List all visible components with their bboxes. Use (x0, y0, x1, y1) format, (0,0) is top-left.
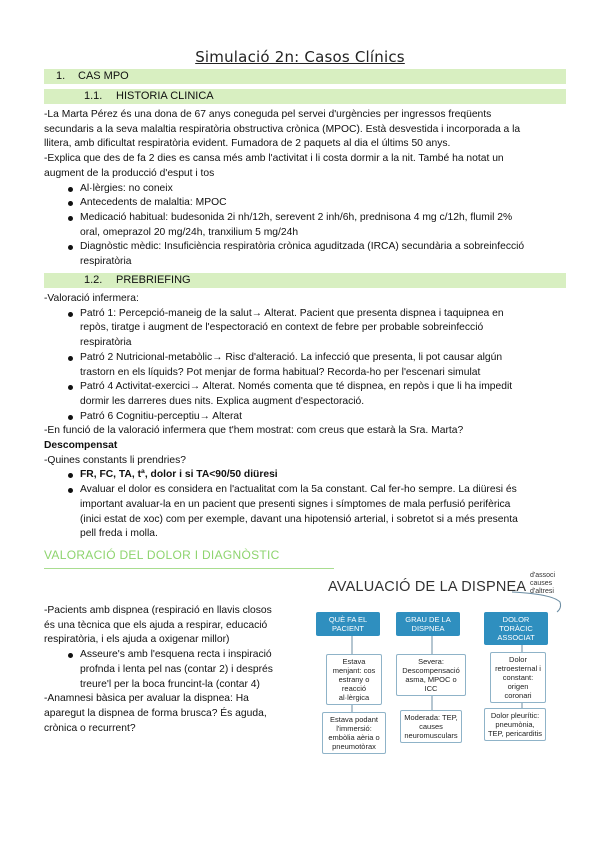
diagram-box-retrosternal: Dolor retroesternal i constant: origen coronari (490, 652, 546, 703)
diagram-note: d'associ causes d'altresi (530, 572, 556, 595)
text-line: Avaluar el dolor es considera en l'actualitat com la 5a constant. Cal fer-ho sempre. La diüresi és (80, 484, 517, 496)
diagram-box-diving: Estava podant l'immersió: embòlia aèria o pneumotòrax (322, 712, 386, 754)
text-line: -Valoració infermera: (44, 293, 139, 304)
list-item (62, 211, 564, 240)
section-number: 1.2. (84, 274, 103, 286)
text-line: treure'l per la boca fruncint-la (contar 4) (80, 678, 260, 690)
text-line: profnda i lenta pel nas (contar 2) i després (80, 663, 273, 675)
section-number: 1.1. (84, 90, 103, 102)
diagram-header-patient: QUÈ FA EL PACIENT (316, 612, 380, 636)
list-item (62, 468, 564, 483)
heading-divider (44, 568, 334, 569)
diagram-box-pleuritic: Dolor pleurític: pneumònia, TEP, pericarditis (484, 708, 546, 741)
text-line: respiratòria (80, 337, 132, 349)
text-line: Medicació habitual: budesonida 2i nh/12h, serevent 2 inh/6h, prednisona 4 mg c/12h, flumil 2% (80, 211, 513, 223)
list-item (62, 483, 564, 542)
dyspnea-section (44, 604, 306, 736)
history-list (62, 182, 564, 270)
prebriefing-list (62, 307, 564, 425)
dyspnea-diagram (312, 572, 570, 756)
text-line: llitera, amb dificultat respiratòria evident. Fumadora de 2 paquets al dia el últims 50 anys. (44, 138, 451, 150)
text-line: respiratòria (80, 256, 132, 268)
text-line: Patró 4 Activitat-exercici→ Alterat. Només comenta que té dispnea, en repòs i que li ha impedit (80, 381, 513, 393)
text-line: -En funció de la valoració infermera que t'hem mostrat: com creus que estarà la Sra. Marta? (44, 425, 464, 437)
text-line: pell freda i molla. (80, 528, 158, 540)
diagram-header-grade: GRAU DE LA DISPNEA (396, 612, 460, 636)
text-line: trastorn en els líquids? Pot menjar de forma habitual? Recorda-ho per l'escenari simulat (80, 366, 481, 378)
diagram-title: AVALUACIÓ DE LA DISPNEA (328, 579, 527, 595)
text-line: respiratòria, i els ajuda a oxigenar millor) (44, 634, 230, 646)
text-line: crònica o recurrent? (44, 722, 136, 734)
list-item (62, 380, 564, 409)
section-label: HISTORIA CLINICA (116, 90, 214, 102)
text-line: important avaluar-la en un pacient que presenti signes i símptomes de mala perfusió perifèrica (80, 498, 511, 510)
history-section (44, 108, 564, 270)
text-line: Patró 1: Percepció-maneig de la salut→ Alterat. Pacient que presenta dispnea i taquipnea en (80, 307, 504, 319)
history-paragraph-1 (44, 108, 564, 152)
section-bar-1-2 (44, 273, 566, 288)
section-label: PREBRIEFING (116, 274, 191, 286)
list-item (62, 648, 306, 692)
text-line: oral, omeprazol 20 mg/24h, tranxilium 5 mg/24h (80, 226, 299, 238)
text-line: Patró 6 Cognitiu-perceptiu→ Alterat (80, 410, 242, 422)
list-item (62, 240, 564, 269)
text-line: Diagnòstic mèdic: Insuficiència respiratòria crònica aguditzada (IRCA) secundària a sobreinfecció (80, 241, 525, 253)
text-line: -Anamnesi bàsica per avaluar la dispnea: Ha (44, 693, 249, 705)
section-label: CAS MPO (78, 70, 129, 82)
list-item (62, 196, 564, 211)
list-item (62, 307, 564, 351)
text-line: -Explica que des de fa 2 dies es cansa més amb l'activitat i li costa dormir a la nit. També ha notat un (44, 153, 504, 165)
text-line: Asseure's amb l'esquena recta i inspiració (80, 649, 272, 661)
text-line: Antecedents de malaltia: MPOC (80, 197, 227, 209)
text-line: FR, FC, TA, tª, dolor i si TA<90/50 diüresi (80, 469, 278, 481)
section-number: 1. (56, 70, 66, 82)
text-line: Patró 2 Nutricional-metabòlic→ Risc d'alteració. La infecció que presenta, li pot causar algún (80, 351, 503, 363)
text-line: secundaris a la seva malaltia respiratòria obstructiva crònica (MPOC). Està desvestida i incorporada a la (44, 123, 521, 135)
list-item (62, 410, 564, 425)
pain-section-heading: VALORACIÓ DEL DOLOR I DIAGNÒSTIC (44, 548, 280, 562)
section-bar-1 (44, 69, 566, 84)
text-line: és una tècnica que els ajuda a respirar, educació (44, 619, 268, 631)
text-line: repòs, tiratge i augment de l'espectoració en context de febre per probable sobreinfecció (80, 322, 484, 334)
text-line: Al·lèrgies: no coneix (80, 182, 173, 194)
text-line: aparegut la dispnea de forma brusca? És aguda, (44, 707, 267, 719)
text-line: -Quines constants li prendries? (44, 454, 186, 466)
text-line: -La Marta Pérez és una dona de 67 anys coneguda pel servei d'urgències per ingressos freqüents (44, 109, 492, 120)
text-line: augment de la producció d'esput i tos (44, 167, 215, 179)
text-line: -Pacients amb dispnea (respiració en llavis closos (44, 605, 272, 616)
prebriefing-section (44, 292, 564, 542)
history-paragraph-2 (44, 152, 564, 181)
text-line: dormir les darreres dues nits. Explica augment d'espectoració. (80, 395, 365, 407)
list-item (62, 351, 564, 380)
constants-list (62, 468, 564, 542)
diagram-box-eating: Estava menjant: cos estrany o reacció al·lèrgica (326, 654, 382, 705)
list-item (62, 182, 564, 197)
diagram-header-pain: DOLOR TORÀCIC ASSOCIAT (484, 612, 548, 645)
diagram-box-severe: Severa: Descompensació asma, MPOC o ICC (396, 654, 466, 696)
diagram-box-moderate: Moderada: TEP, causes neuromusculars (400, 710, 462, 743)
text-line: (inici estat de xoc) com per exemple, davant una hipotensió arterial, i sobretot si a més presenta (80, 513, 518, 525)
dyspnea-list (62, 648, 306, 692)
section-bar-1-1 (44, 89, 566, 104)
answer-text: Descompensat (44, 440, 118, 452)
page-title: Simulació 2n: Casos Clínics (195, 48, 405, 66)
